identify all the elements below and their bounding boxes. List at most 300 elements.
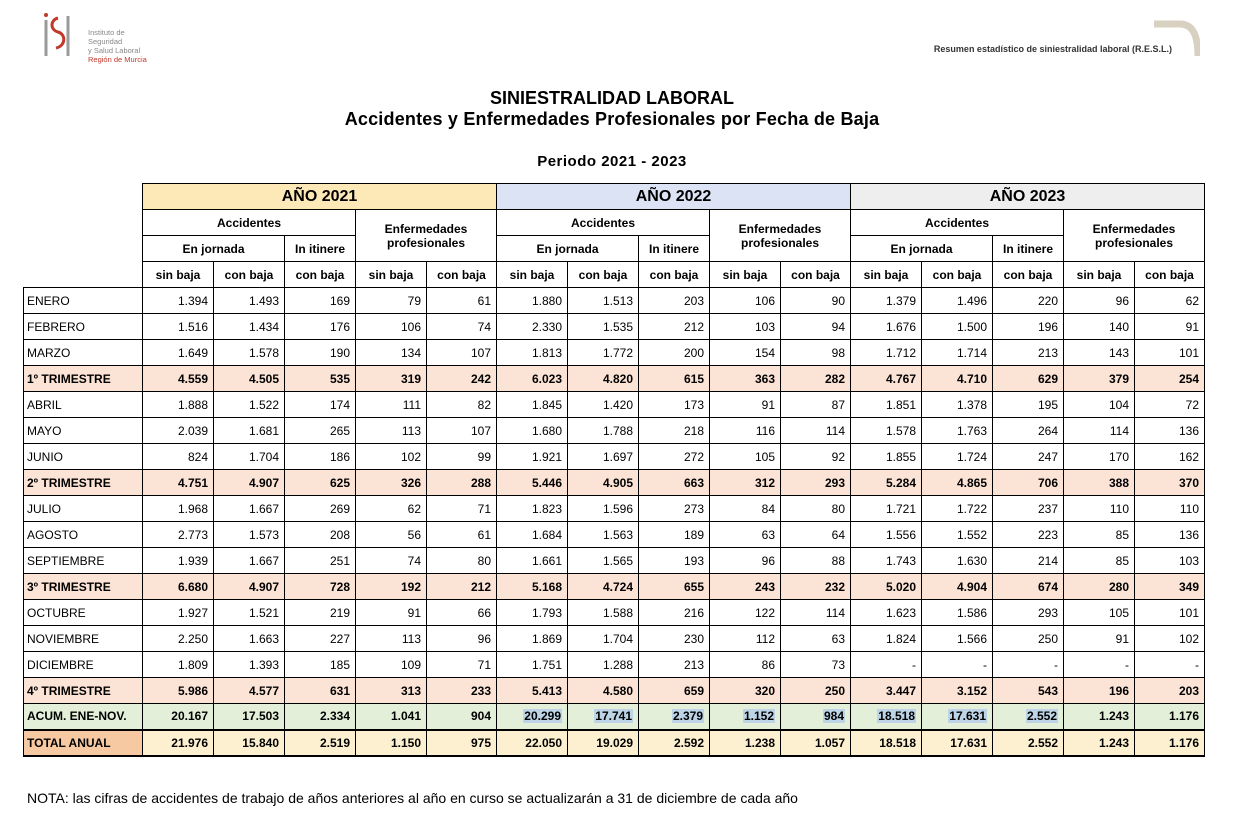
table-cell: 1.588 — [568, 600, 639, 626]
table-row — [24, 340, 1205, 366]
table-cell: 90 — [781, 288, 851, 314]
table-cell: 1.743 — [851, 548, 922, 574]
table-cell: 4.710 — [922, 366, 993, 392]
table-cell: 706 — [993, 470, 1064, 496]
table-cell: 85 — [1064, 548, 1135, 574]
table-cell — [781, 704, 851, 730]
row-label: 2º TRIMESTRE — [24, 470, 143, 496]
table-cell: 113 — [356, 418, 427, 444]
isslrm-logo — [42, 12, 162, 70]
sin-baja-header: sin baja — [710, 262, 781, 288]
table-cell: 91 — [356, 600, 427, 626]
table-cell: 102 — [1135, 626, 1205, 652]
table-cell: 319 — [356, 366, 427, 392]
table-cell: 103 — [1135, 548, 1205, 574]
table-cell: 1.845 — [497, 392, 568, 418]
table-cell: 2.330 — [497, 314, 568, 340]
table-cell: 227 — [285, 626, 356, 652]
table-cell: 1.434 — [214, 314, 285, 340]
table-cell: 216 — [639, 600, 710, 626]
table-cell: 212 — [639, 314, 710, 340]
table-cell: 1.176 — [1135, 704, 1205, 730]
table-cell: 1.788 — [568, 418, 639, 444]
table-cell: 176 — [285, 314, 356, 340]
table-cell: 212 — [427, 574, 497, 600]
table-cell: 313 — [356, 678, 427, 704]
table-cell: 94 — [781, 314, 851, 340]
subtitle: Accidentes y Enfermedades Profesionales por Fecha de Baja — [344, 109, 880, 129]
table-cell: 1.663 — [214, 626, 285, 652]
table-cell: 96 — [710, 548, 781, 574]
table-cell: 230 — [639, 626, 710, 652]
table-cell: 1.772 — [568, 340, 639, 366]
table-cell: 106 — [710, 288, 781, 314]
table-row — [24, 522, 1205, 548]
table-cell: 63 — [710, 522, 781, 548]
table-row — [24, 470, 1205, 496]
table-body — [24, 288, 1205, 756]
table-cell: 631 — [285, 678, 356, 704]
table-cell: 288 — [427, 470, 497, 496]
table-cell: 674 — [993, 574, 1064, 600]
table-cell: 92 — [781, 444, 851, 470]
row-label: JULIO — [24, 496, 143, 522]
table-cell: 203 — [639, 288, 710, 314]
table-cell: 196 — [1064, 678, 1135, 704]
table-cell: 19.029 — [568, 730, 639, 756]
table-cell: 293 — [781, 470, 851, 496]
table-cell: 91 — [1135, 314, 1205, 340]
footnote: NOTA: las cifras de accidentes de trabajo de años anteriores al año en curso se actualizarán a 31 de diciembre de cada año — [27, 790, 798, 806]
table-cell: 1.968 — [143, 496, 214, 522]
con-baja-header: con baja — [1135, 262, 1205, 288]
row-label: ACUM. ENE-NOV. — [24, 704, 143, 730]
table-cell: 254 — [1135, 366, 1205, 392]
table-cell: 1.563 — [568, 522, 639, 548]
table-cell: 4.904 — [922, 574, 993, 600]
table-cell: 1.150 — [356, 730, 427, 756]
table-cell: 1.712 — [851, 340, 922, 366]
table-cell: 1.420 — [568, 392, 639, 418]
table-cell: 293 — [993, 600, 1064, 626]
logo-line-1: Instituto de — [88, 28, 125, 37]
table-cell: 4.907 — [214, 470, 285, 496]
en-jornada-header: En jornada — [143, 236, 285, 262]
table-cell: 1.573 — [214, 522, 285, 548]
table-row — [24, 288, 1205, 314]
table-cell: 5.446 — [497, 470, 568, 496]
table-cell: 66 — [427, 600, 497, 626]
corner-blank — [24, 210, 143, 236]
table-cell: 173 — [639, 392, 710, 418]
table-cell: 140 — [1064, 314, 1135, 340]
table-cell: 2.773 — [143, 522, 214, 548]
table-cell: 264 — [993, 418, 1064, 444]
table-cell — [710, 704, 781, 730]
table-cell: 1.630 — [922, 548, 993, 574]
table-cell: 5.168 — [497, 574, 568, 600]
table-cell: 223 — [993, 522, 1064, 548]
con-baja-header: con baja — [568, 262, 639, 288]
table-cell: 242 — [427, 366, 497, 392]
corner-blank — [24, 236, 143, 262]
table-cell: 74 — [356, 548, 427, 574]
table-cell: 625 — [285, 470, 356, 496]
table-cell: 136 — [1135, 522, 1205, 548]
table-cell: 250 — [781, 678, 851, 704]
baja-header-row — [24, 262, 1205, 288]
table-row — [24, 548, 1205, 574]
accidentes-header: Accidentes — [143, 210, 356, 236]
table-cell: 233 — [427, 678, 497, 704]
table-cell: 1.704 — [568, 626, 639, 652]
table-cell: 6.023 — [497, 366, 568, 392]
table-cell: 18.518 — [851, 730, 922, 756]
table-cell: 655 — [639, 574, 710, 600]
table-cell: 1.880 — [497, 288, 568, 314]
table-cell: 543 — [993, 678, 1064, 704]
table-cell: 4.907 — [214, 574, 285, 600]
table-cell: 96 — [1064, 288, 1135, 314]
table-row — [24, 678, 1205, 704]
table-cell: 106 — [356, 314, 427, 340]
table-cell: 195 — [993, 392, 1064, 418]
row-label: JUNIO — [24, 444, 143, 470]
table-cell: 5.284 — [851, 470, 922, 496]
table-cell: 114 — [1064, 418, 1135, 444]
table-cell: 21.976 — [143, 730, 214, 756]
table-cell: 1.496 — [922, 288, 993, 314]
table-cell: 1.288 — [568, 652, 639, 678]
table-cell: 104 — [1064, 392, 1135, 418]
row-label: 3º TRIMESTRE — [24, 574, 143, 600]
table-cell: 320 — [710, 678, 781, 704]
table-cell: - — [922, 652, 993, 678]
table-cell: 192 — [356, 574, 427, 600]
highlighted-value: 2.379 — [672, 709, 703, 724]
table-row — [24, 704, 1205, 730]
table-cell: 2.250 — [143, 626, 214, 652]
table-cell: 110 — [1135, 496, 1205, 522]
table-cell: 280 — [1064, 574, 1135, 600]
table-cell: 213 — [639, 652, 710, 678]
year-2023-header: AÑO 2023 — [851, 184, 1205, 210]
table-cell: 1.535 — [568, 314, 639, 340]
sin-baja-header: sin baja — [143, 262, 214, 288]
table-cell: 154 — [710, 340, 781, 366]
table-cell: 1.939 — [143, 548, 214, 574]
table-cell: 62 — [1135, 288, 1205, 314]
table-cell: 1.809 — [143, 652, 214, 678]
table-cell: 82 — [427, 392, 497, 418]
table-cell: 1.869 — [497, 626, 568, 652]
table-cell: 72 — [1135, 392, 1205, 418]
table-cell: 4.820 — [568, 366, 639, 392]
table-cell: 61 — [427, 522, 497, 548]
table-cell: 1.704 — [214, 444, 285, 470]
en-jornada-header: En jornada — [497, 236, 639, 262]
table-cell: 349 — [1135, 574, 1205, 600]
table-cell: 1.724 — [922, 444, 993, 470]
table-cell: 1.855 — [851, 444, 922, 470]
row-label: SEPTIEMBRE — [24, 548, 143, 574]
table-cell: 237 — [993, 496, 1064, 522]
table-row — [24, 600, 1205, 626]
table-cell: 904 — [427, 704, 497, 730]
row-label: ABRIL — [24, 392, 143, 418]
siniestralidad-table — [23, 183, 1205, 757]
table-cell: 80 — [427, 548, 497, 574]
table-cell: 56 — [356, 522, 427, 548]
row-label: ENERO — [24, 288, 143, 314]
table-cell: 2.334 — [285, 704, 356, 730]
year-2022-header: AÑO 2022 — [497, 184, 851, 210]
table-cell: 4.577 — [214, 678, 285, 704]
table-row — [24, 418, 1205, 444]
table-cell: 312 — [710, 470, 781, 496]
table-cell: 1.927 — [143, 600, 214, 626]
table-cell: 88 — [781, 548, 851, 574]
table-cell: 1.578 — [851, 418, 922, 444]
sin-baja-header: sin baja — [356, 262, 427, 288]
table-cell: 80 — [781, 496, 851, 522]
table-cell: 273 — [639, 496, 710, 522]
table-cell: 1.824 — [851, 626, 922, 652]
table-cell: 96 — [427, 626, 497, 652]
table-cell: 1.649 — [143, 340, 214, 366]
table-cell: 218 — [639, 418, 710, 444]
table-cell: 1.041 — [356, 704, 427, 730]
table-cell: 5.986 — [143, 678, 214, 704]
accidentes-header: Accidentes — [497, 210, 710, 236]
table-cell: 114 — [781, 418, 851, 444]
institute-logo-icon — [42, 12, 76, 62]
table-cell: 1.823 — [497, 496, 568, 522]
table-cell: 1.522 — [214, 392, 285, 418]
table-cell: 2.039 — [143, 418, 214, 444]
table-cell: 1.793 — [497, 600, 568, 626]
in-itinere-header: In itinere — [993, 236, 1064, 262]
table-cell: 122 — [710, 600, 781, 626]
row-label: MAYO — [24, 418, 143, 444]
con-baja-header: con baja — [993, 262, 1064, 288]
logo-line-2: Seguridad — [88, 37, 123, 46]
table-row — [24, 366, 1205, 392]
table-cell — [922, 704, 993, 730]
table-row — [24, 496, 1205, 522]
table-cell: 17.503 — [214, 704, 285, 730]
row-label: 4º TRIMESTRE — [24, 678, 143, 704]
table-cell: 4.751 — [143, 470, 214, 496]
table-cell: 1.684 — [497, 522, 568, 548]
table-cell: - — [1064, 652, 1135, 678]
table-cell: 190 — [285, 340, 356, 366]
table-cell: 1.521 — [214, 600, 285, 626]
table-cell — [568, 704, 639, 730]
year-2021-header: AÑO 2021 — [143, 184, 497, 210]
highlighted-value: 17.741 — [595, 709, 632, 724]
table-cell: 615 — [639, 366, 710, 392]
table-cell: 4.559 — [143, 366, 214, 392]
table-cell: 186 — [285, 444, 356, 470]
sin-baja-header: sin baja — [497, 262, 568, 288]
table-cell: 4.865 — [922, 470, 993, 496]
table-cell: 220 — [993, 288, 1064, 314]
table-cell: 107 — [427, 340, 497, 366]
corner-blank — [24, 262, 143, 288]
table-cell: 535 — [285, 366, 356, 392]
table-cell: 4.905 — [568, 470, 639, 496]
table-row — [24, 626, 1205, 652]
logo-line-3: y Salud Laboral — [88, 46, 141, 55]
table-cell: 101 — [1135, 340, 1205, 366]
table-cell: 169 — [285, 288, 356, 314]
table-row — [24, 652, 1205, 678]
table-cell: 379 — [1064, 366, 1135, 392]
table-cell: 1.623 — [851, 600, 922, 626]
table-cell: 282 — [781, 366, 851, 392]
table-cell: 213 — [993, 340, 1064, 366]
table-cell: 73 — [781, 652, 851, 678]
row-label: FEBRERO — [24, 314, 143, 340]
accidentes-header: Accidentes — [851, 210, 1064, 236]
table-cell: 84 — [710, 496, 781, 522]
table-cell: 1.516 — [143, 314, 214, 340]
table-cell: 196 — [993, 314, 1064, 340]
table-cell: 1.394 — [143, 288, 214, 314]
row-label: AGOSTO — [24, 522, 143, 548]
table-cell: 101 — [1135, 600, 1205, 626]
table-cell — [993, 704, 1064, 730]
table-cell: 4.724 — [568, 574, 639, 600]
table-cell: 247 — [993, 444, 1064, 470]
table-cell: 265 — [285, 418, 356, 444]
table-cell: 2.552 — [993, 730, 1064, 756]
table-cell: 136 — [1135, 418, 1205, 444]
table-cell: 116 — [710, 418, 781, 444]
table-cell: 1.566 — [922, 626, 993, 652]
table-cell: 114 — [781, 600, 851, 626]
table-cell: 15.840 — [214, 730, 285, 756]
table-cell: 1.722 — [922, 496, 993, 522]
table-cell: 134 — [356, 340, 427, 366]
table-cell: 174 — [285, 392, 356, 418]
table-cell: 1.393 — [214, 652, 285, 678]
logo-region: Región de Murcia — [88, 55, 147, 64]
row-label: NOVIEMBRE — [24, 626, 143, 652]
table-cell: 1.681 — [214, 418, 285, 444]
table-cell: 272 — [639, 444, 710, 470]
table-cell — [497, 704, 568, 730]
enfermedades-header: Enfermedades profesionales — [710, 210, 851, 262]
row-label: 1º TRIMESTRE — [24, 366, 143, 392]
table-cell: 1.676 — [851, 314, 922, 340]
table-cell: 189 — [639, 522, 710, 548]
table-cell: 326 — [356, 470, 427, 496]
table-cell: 162 — [1135, 444, 1205, 470]
table-cell: 728 — [285, 574, 356, 600]
highlighted-value: 20.299 — [524, 709, 561, 724]
con-baja-header: con baja — [214, 262, 285, 288]
table-row — [24, 314, 1205, 340]
con-baja-header: con baja — [781, 262, 851, 288]
table-cell: 1.721 — [851, 496, 922, 522]
table-cell: - — [1135, 652, 1205, 678]
table-cell: 98 — [781, 340, 851, 366]
con-baja-header: con baja — [639, 262, 710, 288]
main-title: SINIESTRALIDAD LABORAL — [490, 88, 734, 108]
table-cell: 1.238 — [710, 730, 781, 756]
table-cell: 214 — [993, 548, 1064, 574]
table-cell: 1.888 — [143, 392, 214, 418]
table-row — [24, 730, 1205, 756]
table-cell: 659 — [639, 678, 710, 704]
sin-baja-header: sin baja — [851, 262, 922, 288]
con-baja-header: con baja — [922, 262, 993, 288]
highlighted-value: 17.631 — [949, 709, 986, 724]
table-cell: 1.556 — [851, 522, 922, 548]
table-cell: 1.243 — [1064, 730, 1135, 756]
table-cell: 1.714 — [922, 340, 993, 366]
table-cell: 110 — [1064, 496, 1135, 522]
sin-baja-header: sin baja — [1064, 262, 1135, 288]
table-cell: 1.667 — [214, 548, 285, 574]
logo-text — [88, 28, 147, 64]
table-cell: 143 — [1064, 340, 1135, 366]
table-cell: 79 — [356, 288, 427, 314]
table-cell: 269 — [285, 496, 356, 522]
table-cell: 663 — [639, 470, 710, 496]
con-baja-header: con baja — [427, 262, 497, 288]
table-cell: 64 — [781, 522, 851, 548]
table-cell: 1.493 — [214, 288, 285, 314]
table-cell: 91 — [710, 392, 781, 418]
table-cell: 4.505 — [214, 366, 285, 392]
in-itinere-header: In itinere — [639, 236, 710, 262]
table-cell — [851, 704, 922, 730]
table-cell: 251 — [285, 548, 356, 574]
table-cell: 629 — [993, 366, 1064, 392]
table-cell: 1.500 — [922, 314, 993, 340]
table-cell: 86 — [710, 652, 781, 678]
table-cell: 109 — [356, 652, 427, 678]
table-cell: 170 — [1064, 444, 1135, 470]
table-cell: 107 — [427, 418, 497, 444]
table-cell: 62 — [356, 496, 427, 522]
table-cell: 5.413 — [497, 678, 568, 704]
highlighted-value: 1.152 — [743, 709, 774, 724]
table-cell: 6.680 — [143, 574, 214, 600]
in-itinere-header: In itinere — [285, 236, 356, 262]
table-cell: 243 — [710, 574, 781, 600]
highlighted-value: 18.518 — [878, 709, 915, 724]
table-cell: 1.552 — [922, 522, 993, 548]
table-cell: 113 — [356, 626, 427, 652]
table-cell: 1.751 — [497, 652, 568, 678]
table-cell: - — [993, 652, 1064, 678]
table-cell: 4.580 — [568, 678, 639, 704]
report-series-title: Resumen estadístico de siniestralidad laboral (R.E.S.L.) — [933, 44, 1172, 54]
table-cell: 232 — [781, 574, 851, 600]
table-cell: 111 — [356, 392, 427, 418]
table-cell: 87 — [781, 392, 851, 418]
table-cell: 1.176 — [1135, 730, 1205, 756]
table-cell: 1.763 — [922, 418, 993, 444]
enfermedades-header: Enfermedades profesionales — [1064, 210, 1205, 262]
table-cell: 22.050 — [497, 730, 568, 756]
table-cell: 363 — [710, 366, 781, 392]
table-cell: 17.631 — [922, 730, 993, 756]
